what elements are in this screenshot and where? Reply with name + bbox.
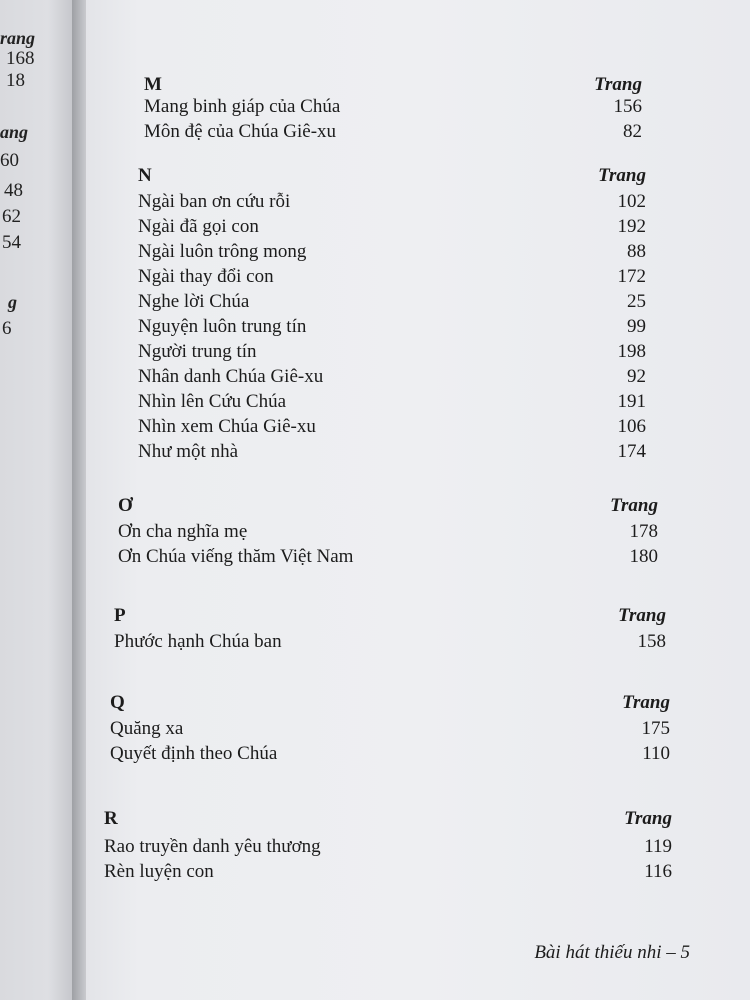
facing-page-fragment: 48 [4, 180, 23, 201]
facing-page-fragment: g [8, 292, 17, 312]
section-heading [104, 808, 672, 834]
facing-page-fragment: ang [0, 122, 29, 142]
section-letter: R [104, 808, 118, 829]
entry-title: Ngài đã gọi con [138, 216, 259, 237]
page-column-label: Trang [594, 74, 642, 95]
facing-page-fragment: 168 [6, 48, 35, 69]
page-column-label: Trang [610, 495, 658, 516]
entry-title: Nhân danh Chúa Giê-xu [138, 366, 324, 387]
index-entry [138, 266, 646, 291]
index-entry [110, 718, 670, 743]
entry-page-number: 106 [617, 416, 646, 437]
index-entry [104, 836, 672, 861]
entry-title: Nghe lời Chúa [138, 291, 250, 312]
facing-page-fragment: 62 [2, 206, 21, 227]
entry-page-number: 92 [627, 366, 646, 387]
entry-page-number: 158 [637, 631, 666, 652]
index-section [114, 605, 666, 656]
entry-page-number: 116 [644, 861, 672, 882]
index-entry [138, 341, 646, 366]
entry-page-number: 25 [627, 291, 646, 312]
index-entry [114, 631, 666, 656]
entry-title: Ơn Chúa viếng thăm Việt Nam [118, 546, 354, 567]
entry-page-number: 175 [641, 718, 670, 739]
index-section [118, 495, 658, 571]
page-column-label: Trang [618, 605, 666, 626]
entry-title: Rao truyền danh yêu thương [104, 836, 321, 857]
facing-page-edge [0, 0, 80, 1000]
entry-page-number: 180 [629, 546, 658, 567]
section-heading [118, 495, 658, 521]
entry-title: Người trung tín [138, 341, 257, 362]
index-entry [138, 241, 646, 266]
index-entry [138, 316, 646, 341]
facing-page-fragment: 60 [0, 150, 19, 171]
entry-title: Nhìn xem Chúa Giê-xu [138, 416, 316, 437]
section-heading [144, 74, 642, 96]
facing-page-fragment: 54 [2, 232, 21, 253]
entry-page-number: 178 [629, 521, 658, 542]
page-footer: Bài hát thiếu nhi – 5 [534, 942, 690, 963]
page-column-label: Trang [598, 165, 646, 186]
entry-title: Rèn luyện con [104, 861, 214, 882]
entry-title: Nguyện luôn trung tín [138, 316, 307, 337]
entry-page-number: 99 [627, 316, 646, 337]
index-section [104, 808, 672, 886]
entry-page-number: 191 [617, 391, 646, 412]
section-letter: M [144, 74, 162, 95]
entry-page-number: 192 [617, 216, 646, 237]
index-entry [138, 216, 646, 241]
facing-page-fragment: 18 [6, 70, 25, 91]
page-column-label: Trang [622, 692, 670, 713]
entry-title: Môn đệ của Chúa Giê-xu [144, 121, 337, 142]
facing-page-fragment: 6 [2, 318, 12, 339]
index-entry [138, 291, 646, 316]
entry-title: Quyết định theo Chúa [110, 743, 278, 764]
index-entry [138, 416, 646, 441]
section-letter: Q [110, 692, 125, 713]
entry-title: Ơn cha nghĩa mẹ [118, 521, 248, 542]
index-entry [144, 121, 642, 146]
page-column-label: Trang [624, 808, 672, 829]
index-entry [138, 391, 646, 416]
entry-title: Nhìn lên Cứu Chúa [138, 391, 287, 412]
entry-page-number: 156 [613, 96, 642, 117]
section-heading [114, 605, 666, 631]
entry-title: Quăng xa [110, 718, 184, 739]
section-letter: Ơ [118, 495, 133, 516]
entry-title: Ngài ban ơn cứu rỗi [138, 191, 291, 212]
index-entry [138, 191, 646, 216]
entry-page-number: 102 [617, 191, 646, 212]
entry-title: Ngài thay đổi con [138, 266, 274, 287]
index-entry [118, 546, 658, 571]
entry-page-number: 174 [617, 441, 646, 462]
index-entry [144, 96, 642, 121]
index-entry [104, 861, 672, 886]
facing-page-fragment: rang [0, 28, 36, 48]
index-entry [118, 521, 658, 546]
index-page [86, 0, 750, 1000]
section-heading [138, 165, 646, 191]
entry-title: Như một nhà [138, 441, 239, 462]
entry-page-number: 119 [644, 836, 672, 857]
entry-title: Mang binh giáp của Chúa [144, 96, 341, 117]
entry-page-number: 198 [617, 341, 646, 362]
index-entry [138, 366, 646, 391]
entry-page-number: 172 [617, 266, 646, 287]
entry-title: Ngài luôn trông mong [138, 241, 307, 262]
index-entry [138, 441, 646, 466]
entry-page-number: 88 [627, 241, 646, 262]
section-letter: N [138, 165, 152, 186]
entry-page-number: 110 [642, 743, 670, 764]
entry-title: Phước hạnh Chúa ban [114, 631, 282, 652]
index-section [144, 74, 642, 146]
index-section [110, 692, 670, 768]
index-section [138, 165, 646, 466]
index-entry [110, 743, 670, 768]
entry-page-number: 82 [623, 121, 642, 142]
section-heading [110, 692, 670, 718]
section-letter: P [114, 605, 126, 626]
index-content [86, 0, 750, 1000]
